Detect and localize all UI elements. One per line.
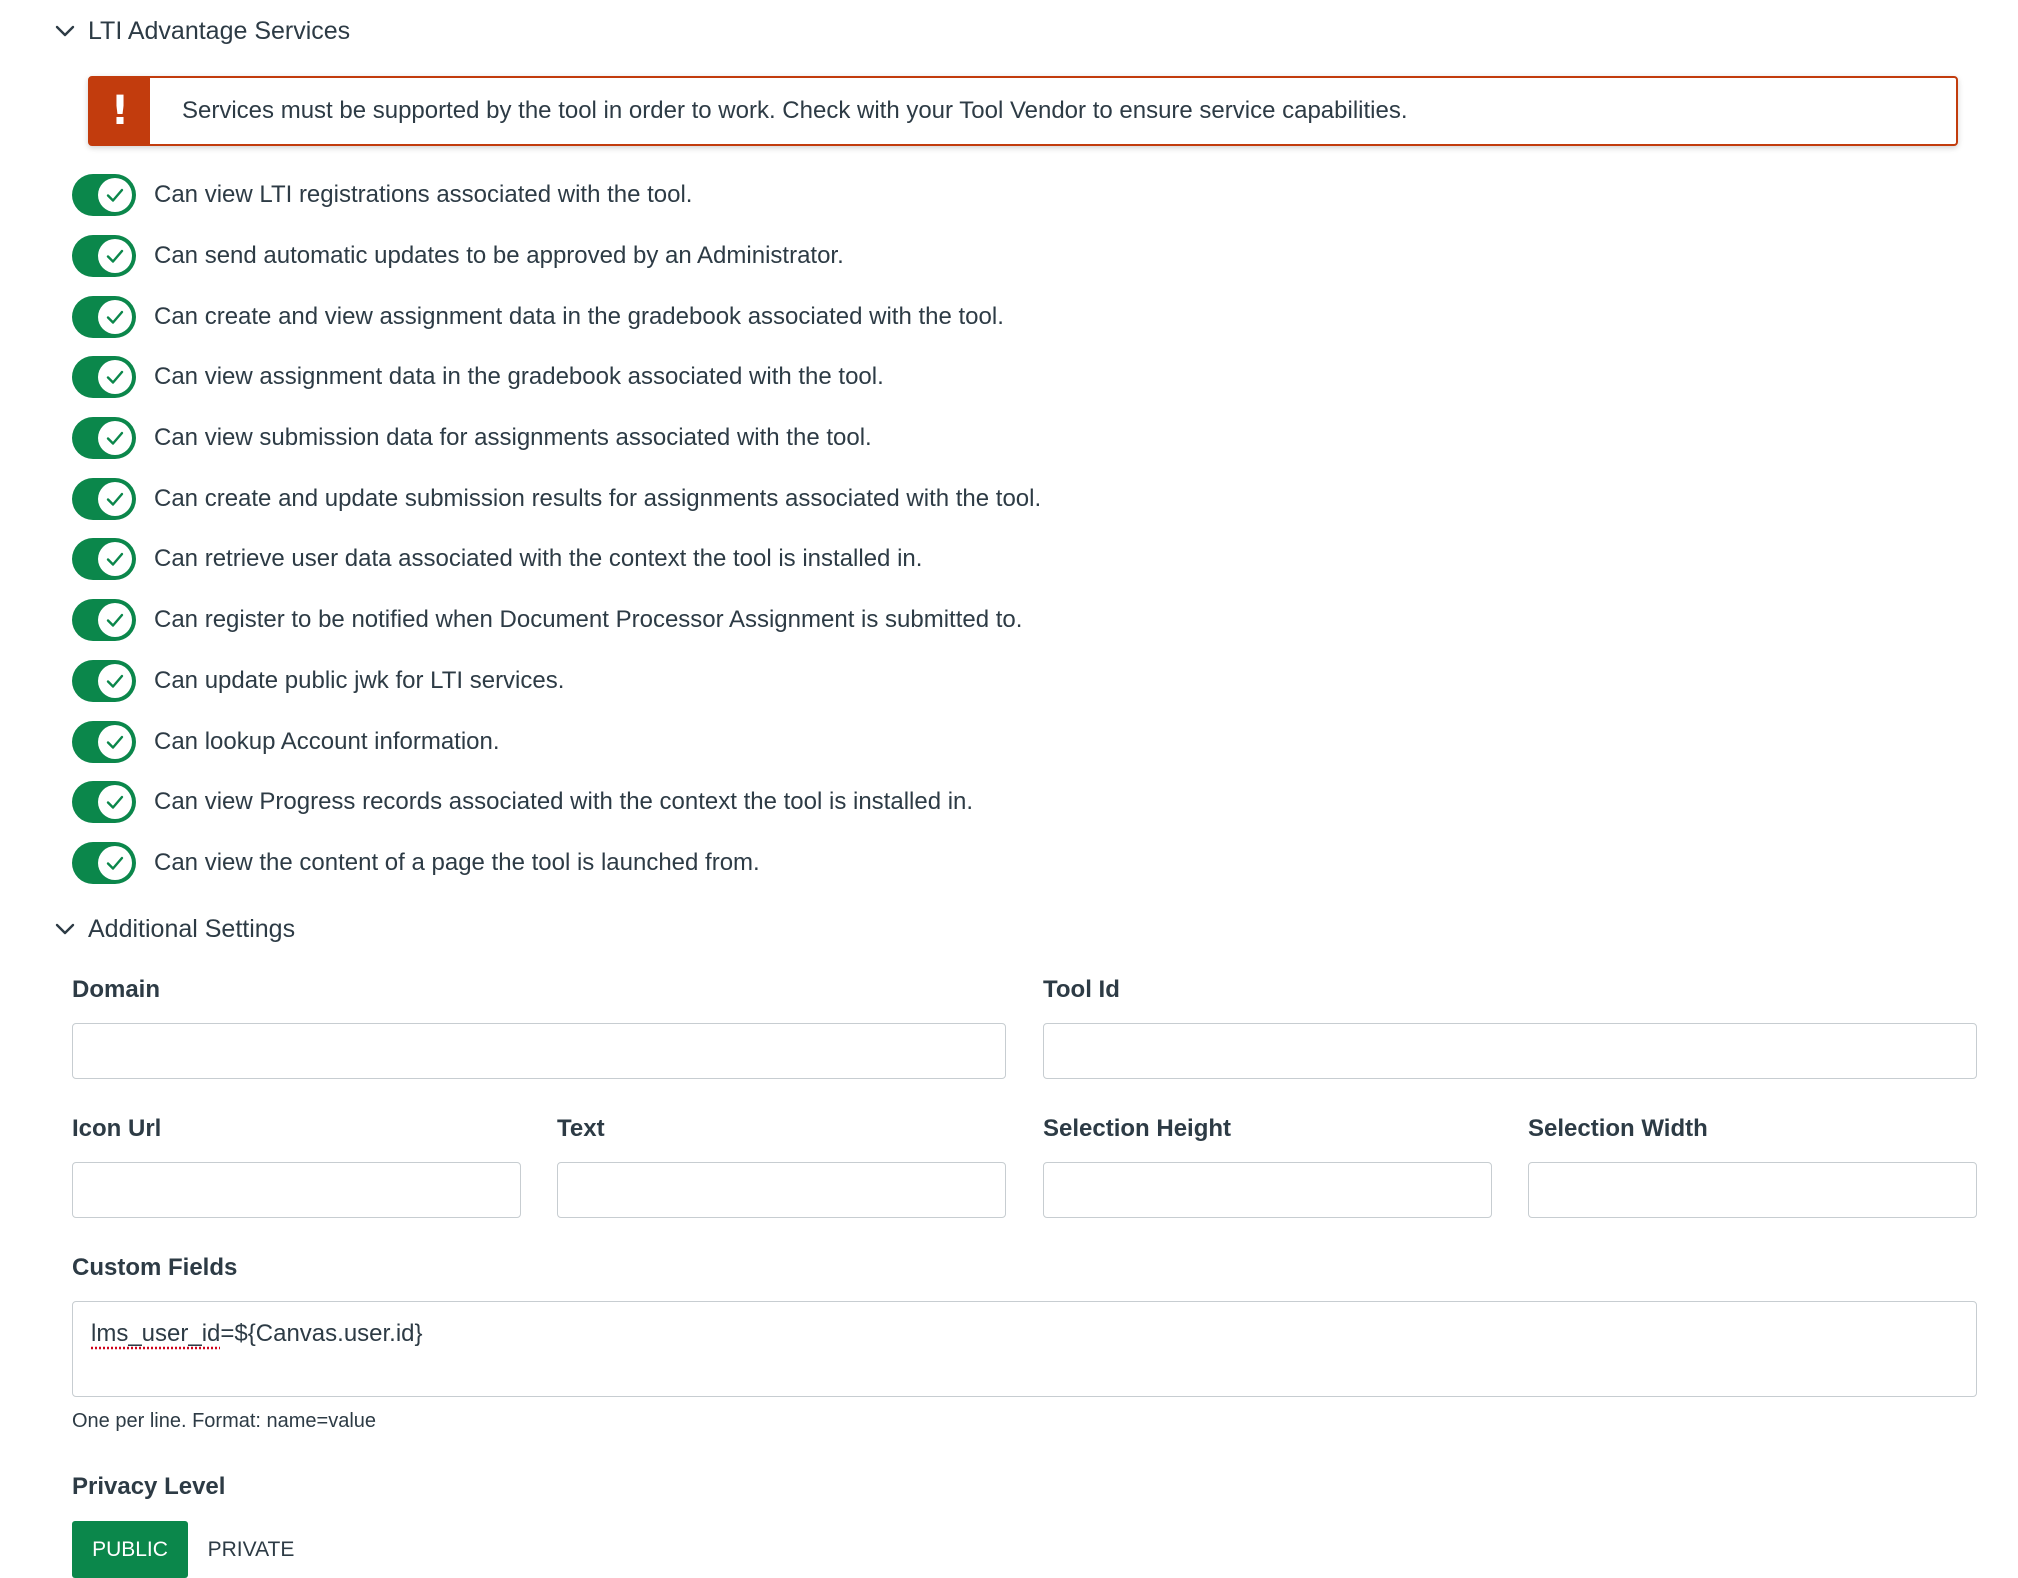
service-toggle-row[interactable] [72,529,1041,590]
service-toggle-switch[interactable] [72,599,136,641]
service-toggle-label: Can update public jwk for LTI services. [154,666,565,694]
service-toggle-switch[interactable] [72,781,136,823]
chevron-down-icon [50,16,80,46]
domain-input[interactable] [72,1023,1006,1079]
toggle-knob [98,785,132,819]
service-toggle-row[interactable] [72,833,1041,894]
tool-id-input[interactable] [1043,1023,1977,1079]
toggle-knob [98,421,132,455]
service-toggle-switch[interactable] [72,538,136,580]
service-toggle-label: Can register to be notified when Document Processor Assignment is submitted to. [154,606,1023,634]
selection-height-label: Selection Height [1043,1115,1232,1142]
service-toggle-switch[interactable] [72,235,136,277]
additional-settings-section-title: Additional Settings [88,914,296,943]
icon-url-input[interactable] [72,1162,521,1218]
text-input[interactable] [557,1162,1006,1218]
lti-services-section-title: LTI Advantage Services [88,16,351,45]
service-toggle-label: Can view Progress records associated with the context the tool is installed in. [154,788,974,816]
checkmark-icon [104,366,126,388]
service-toggle-row[interactable] [72,286,1041,347]
service-toggle-switch[interactable] [72,478,136,520]
service-toggle-row[interactable] [72,590,1041,651]
checkmark-icon [104,609,126,631]
checkmark-icon [104,245,126,267]
service-toggle-label: Can create and view assignment data in the gradebook associated with the tool. [154,302,1004,330]
toggle-knob [98,300,132,334]
service-toggle-switch[interactable] [72,417,136,459]
custom-fields-textarea[interactable] [72,1301,1977,1397]
warning-icon: ! [90,78,150,144]
service-toggle-label: Can lookup Account information. [154,727,500,755]
service-toggle-row[interactable] [72,711,1041,772]
domain-label: Domain [72,976,161,1003]
checkmark-icon [104,852,126,874]
service-support-alert [88,76,1958,146]
selection-width-label: Selection Width [1528,1115,1708,1142]
service-toggle-label: Can send automatic updates to be approved by an Administrator. [154,242,844,270]
additional-settings-section-toggle[interactable] [50,914,295,944]
service-toggle-label: Can view submission data for assignments associated with the tool. [154,424,872,452]
service-toggle-switch[interactable] [72,721,136,763]
service-toggle-switch[interactable] [72,174,136,216]
privacy-private-option[interactable]: PRIVATE [207,1537,295,1561]
service-toggle-row[interactable] [72,651,1041,712]
service-toggle-switch[interactable] [72,296,136,338]
custom-fields-label: Custom Fields [72,1254,238,1281]
toggle-knob [98,178,132,212]
lti-services-section-toggle[interactable] [50,16,350,46]
toggle-knob [98,664,132,698]
toggle-knob [98,239,132,273]
service-toggle-list [72,165,1041,893]
service-toggle-label: Can view the content of a page the tool is launched from. [154,848,760,876]
text-label: Text [557,1115,605,1142]
service-toggle-switch[interactable] [72,356,136,398]
toggle-knob [98,725,132,759]
tool-id-label: Tool Id [1043,976,1120,1003]
custom-fields-help: One per line. Format: name=value [72,1410,377,1432]
custom-field-value: =${Canvas.user.id} [220,1320,423,1347]
checkmark-icon [104,731,126,753]
custom-field-key: lms_user_id [91,1320,221,1347]
checkmark-icon [104,427,126,449]
toggle-knob [98,846,132,880]
service-toggle-label: Can create and update submission results for assignments associated with the tool. [154,484,1042,512]
icon-url-label: Icon Url [72,1115,162,1142]
toggle-knob [98,603,132,637]
toggle-knob [98,542,132,576]
checkmark-icon [104,488,126,510]
chevron-down-icon [50,914,80,944]
checkmark-icon [104,184,126,206]
service-toggle-row[interactable] [72,226,1041,287]
service-toggle-switch[interactable] [72,842,136,884]
service-toggle-label: Can view assignment data in the gradebook associated with the tool. [154,363,884,391]
toggle-knob [98,482,132,516]
selection-height-input[interactable] [1043,1162,1492,1218]
toggle-knob [98,360,132,394]
service-toggle-row[interactable] [72,347,1041,408]
service-toggle-row[interactable] [72,468,1041,529]
service-toggle-switch[interactable] [72,660,136,702]
alert-message: Services must be supported by the tool in order to work. Check with your Tool Vendor to ensure service capabilities. [182,97,1408,124]
checkmark-icon [104,306,126,328]
checkmark-icon [104,791,126,813]
privacy-level-label: Privacy Level [72,1473,226,1500]
service-toggle-row[interactable] [72,408,1041,469]
service-toggle-row[interactable] [72,165,1041,226]
service-toggle-label: Can view LTI registrations associated with the tool. [154,181,693,209]
privacy-public-option[interactable]: PUBLIC [72,1521,188,1578]
checkmark-icon [104,548,126,570]
service-toggle-label: Can retrieve user data associated with the context the tool is installed in. [154,545,923,573]
service-toggle-row[interactable] [72,772,1041,833]
checkmark-icon [104,670,126,692]
selection-width-input[interactable] [1528,1162,1977,1218]
